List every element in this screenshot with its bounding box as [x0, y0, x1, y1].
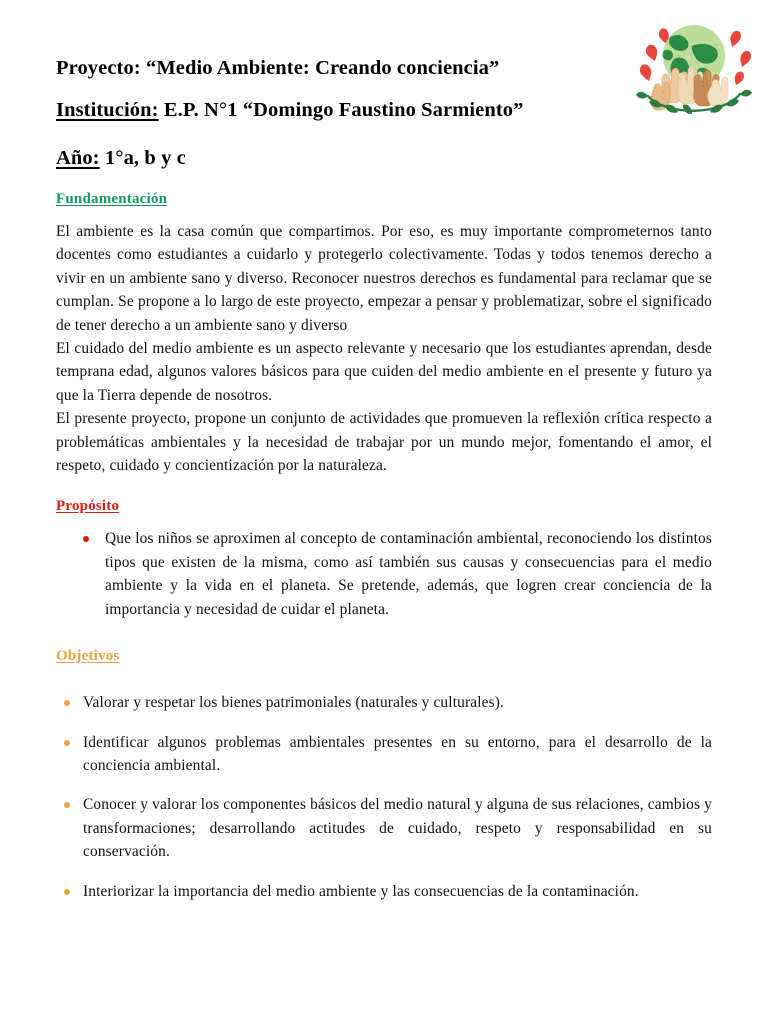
- title-block: [56, 56, 712, 171]
- bullet-dot-icon: [64, 700, 70, 706]
- section-objetivos: [56, 647, 712, 903]
- paragraph: El cuidado del medio ambiente es un aspecto relevante y necesario que los estudiantes aprendan, desde temprana edad, algunos valores básicos para que cuiden del medio ambiente en el presente y futuro ya que la Tierra depende de nosotros.: [56, 340, 712, 404]
- heart-icon: [730, 31, 751, 85]
- section-proposito: [56, 497, 712, 621]
- section-fundamentacion: [56, 190, 712, 477]
- year-value: 1°a, b y c: [104, 147, 186, 169]
- list-item: [105, 527, 712, 621]
- list-item-text: Que los niños se aproximen al concepto de contaminación ambiental, reconociendo los distintos tipos que existen de la misma, como así también sus causas y consecuencias para el medio ambiente y la vida en el planeta. Se pretende, además, que logren crear conciencia de la importancia y necesidad de cuidar el planeta.: [105, 530, 712, 618]
- list-item-text: Interiorizar la importancia del medio ambiente y las consecuencias de la contaminación.: [83, 882, 639, 900]
- institution-line: [56, 98, 712, 123]
- year-label: Año:: [56, 147, 100, 169]
- paragraph: El presente proyecto, propone un conjunto de actividades que promueven la reflexión crítica respecto a problemáticas ambientales y la necesidad de trabajar por un mundo mejor, fomentando el amor, el respeto, cuidado y concientización por la naturaleza.: [56, 410, 712, 475]
- list-item: [83, 731, 712, 778]
- list-item-text: Identificar algunos problemas ambientales presentes en su entorno, para el desarrollo de la conciencia ambiental.: [83, 733, 712, 774]
- proposito-list: [56, 527, 712, 621]
- list-item: [83, 793, 712, 863]
- bullet-dot-icon: [64, 802, 70, 808]
- heading-objetivos: Objetivos: [56, 648, 120, 665]
- institution-label: Institución:: [56, 99, 159, 121]
- paragraph: El ambiente es la casa común que compartimos. Por eso, es muy importante comprometernos tanto docentes como estudiantes a cuidarlo y protegerlo colectivamente. Todas y todos tenemos derecho a vivir en un ambiente sano y diverso. Reconocer nuestros derechos es fundamental para reclamar que se cumplan. Se propone a lo largo de este proyecto, empezar a pensar y problematizar, sobre el significado de tener derecho a un ambiente sano y diverso: [56, 223, 712, 334]
- list-item: [83, 691, 712, 714]
- objetivos-list: [56, 691, 712, 903]
- list-item-text: Valorar y respetar los bienes patrimoniales (naturales y culturales).: [83, 694, 505, 712]
- heading-fundamentacion: Fundamentación: [56, 191, 168, 207]
- list-item-text: Conocer y valorar los componentes básicos del medio natural y alguna de sus relaciones, cambios y transformaciones; desarrollando actitudes de cuidado, respeto y responsabilidad en su conservación.: [83, 796, 712, 861]
- project-title-line: [56, 56, 712, 81]
- institution-value: E.P. N°1 “Domingo Faustino Sarmiento”: [163, 99, 524, 121]
- year-line: [56, 146, 712, 171]
- heading-proposito: Propósito: [56, 498, 120, 515]
- bullet-dot-icon: [64, 889, 70, 895]
- bullet-dot-icon: [83, 536, 89, 542]
- list-item: [83, 880, 712, 903]
- project-title-text: Proyecto: “Medio Ambiente: Creando conciencia”: [56, 57, 500, 79]
- bullet-dot-icon: [64, 740, 70, 746]
